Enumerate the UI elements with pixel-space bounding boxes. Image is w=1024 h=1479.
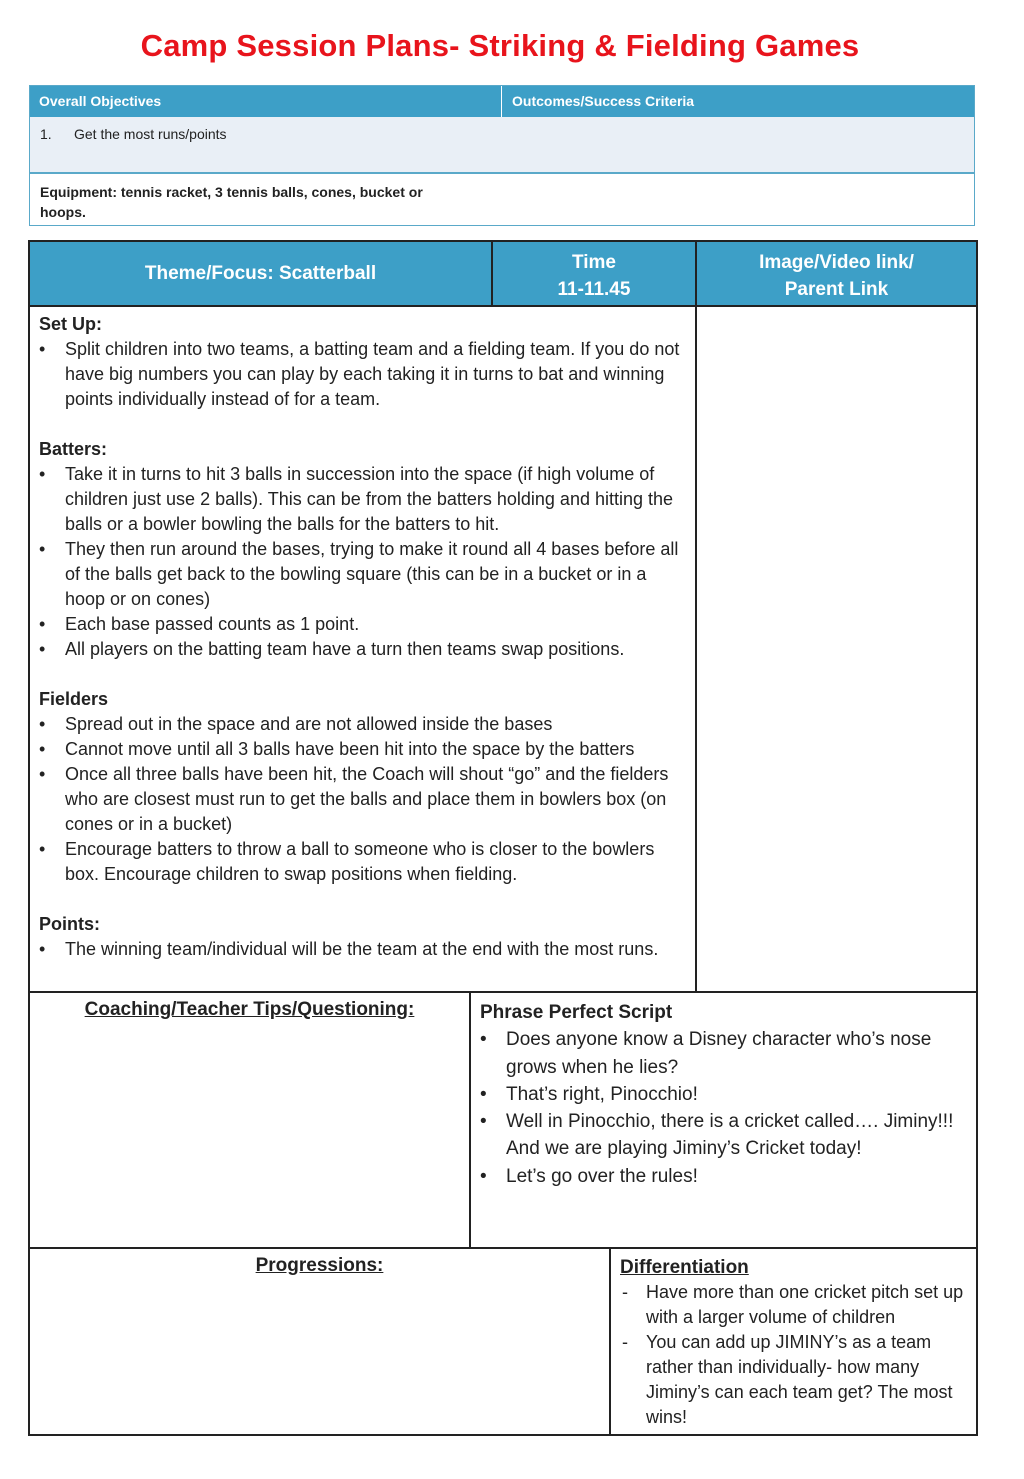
- equipment-text: [40, 182, 423, 222]
- outcomes-header: Outcomes/Success Criteria: [502, 86, 974, 117]
- fielders-bullet: • Encourage batters to throw a ball to someone who is closer to the bowlers box. Encourage children to swap positions when fielding.: [39, 837, 689, 887]
- coaching-tips-heading: Coaching/Teacher Tips/Questioning:: [84, 999, 415, 1020]
- fielders-bullet: • Once all three balls have been hit, the Coach will shout “go” and the fielders who are closest must run to get the balls and place them in bowlers box (on cones or in a bucket): [39, 762, 689, 837]
- differentiation-item: - Have more than one cricket pitch set up with a larger volume of children: [620, 1280, 970, 1330]
- link-header: [697, 242, 976, 305]
- fielders-bullet: • Spread out in the space and are not allowed inside the bases: [39, 712, 689, 737]
- setup-heading: Set Up:: [39, 314, 102, 334]
- objectives-header: Overall Objectives: [30, 86, 502, 117]
- objective-number: 1.: [40, 126, 52, 142]
- script-bullet: • That’s right, Pinocchio!: [480, 1081, 970, 1108]
- script-bullet: • Let’s go over the rules!: [480, 1163, 970, 1190]
- fielders-bullet: • Cannot move until all 3 balls have been hit into the space by the batters: [39, 737, 689, 762]
- differentiation-heading: Differentiation: [620, 1257, 749, 1278]
- theme-header: Theme/Focus: Scatterball: [30, 242, 491, 305]
- script-cell: [480, 999, 970, 1190]
- objectives-table: [29, 85, 975, 226]
- objective-row: [30, 117, 974, 174]
- batters-heading: Batters:: [39, 439, 108, 459]
- points-bullet: • The winning team/individual will be the team at the end with the most runs.: [39, 937, 689, 962]
- time-label: Time: [571, 252, 616, 273]
- coaching-tips-cell: [30, 999, 469, 1021]
- progressions-heading: Progressions:: [255, 1255, 384, 1276]
- batters-bullet: • Each base passed counts as 1 point.: [39, 612, 689, 637]
- setup-bullet: • Split children into two teams, a batting team and a fielding team. If you do not have big numbers you can play by each taking it in turns to bat and winning points individually instead of for a team.: [39, 337, 689, 412]
- link-label: Image/Video link/: [759, 252, 914, 273]
- points-heading: Points:: [39, 914, 100, 934]
- progressions-cell: [30, 1255, 609, 1277]
- script-bullet: • Well in Pinocchio, there is a cricket called…. Jiminy!!! And we are playing Jiminy’s Cricket today!: [480, 1108, 970, 1163]
- batters-bullet: • Take it in turns to hit 3 balls in succession into the space (if high volume of children just use 2 balls). This can be from the batters holding and hitting the balls or a bowler bowling the balls for the batters to hit.: [39, 462, 689, 537]
- link-label: Parent Link: [784, 279, 889, 300]
- session-plan-table: [28, 240, 978, 1436]
- objective-text: Get the most runs/points: [74, 126, 227, 142]
- differentiation-cell: [620, 1255, 970, 1430]
- fielders-heading: Fielders: [39, 689, 109, 709]
- equipment-line: Equipment: tennis racket, 3 tennis balls, cones, bucket or: [40, 184, 423, 200]
- time-header: [493, 242, 695, 305]
- activity-description: [39, 312, 689, 962]
- batters-bullet: • All players on the batting team have a turn then teams swap positions.: [39, 637, 689, 662]
- script-heading: Phrase Perfect Script: [480, 1002, 673, 1023]
- time-value: 11-11.45: [557, 279, 631, 300]
- page-title: Camp Session Plans- Striking & Fielding Games: [140, 28, 860, 63]
- equipment-line: hoops.: [40, 204, 86, 220]
- batters-bullet: • They then run around the bases, trying to make it round all 4 bases before all of the balls get back to the bowling square (this can be in a bucket or in a hoop or on cones): [39, 537, 689, 612]
- script-bullet: • Does anyone know a Disney character who’s nose grows when he lies?: [480, 1026, 970, 1081]
- differentiation-item: - You can add up JIMINY’s as a team rather than individually- how many Jiminy’s can each team get? The most wins!: [620, 1330, 970, 1430]
